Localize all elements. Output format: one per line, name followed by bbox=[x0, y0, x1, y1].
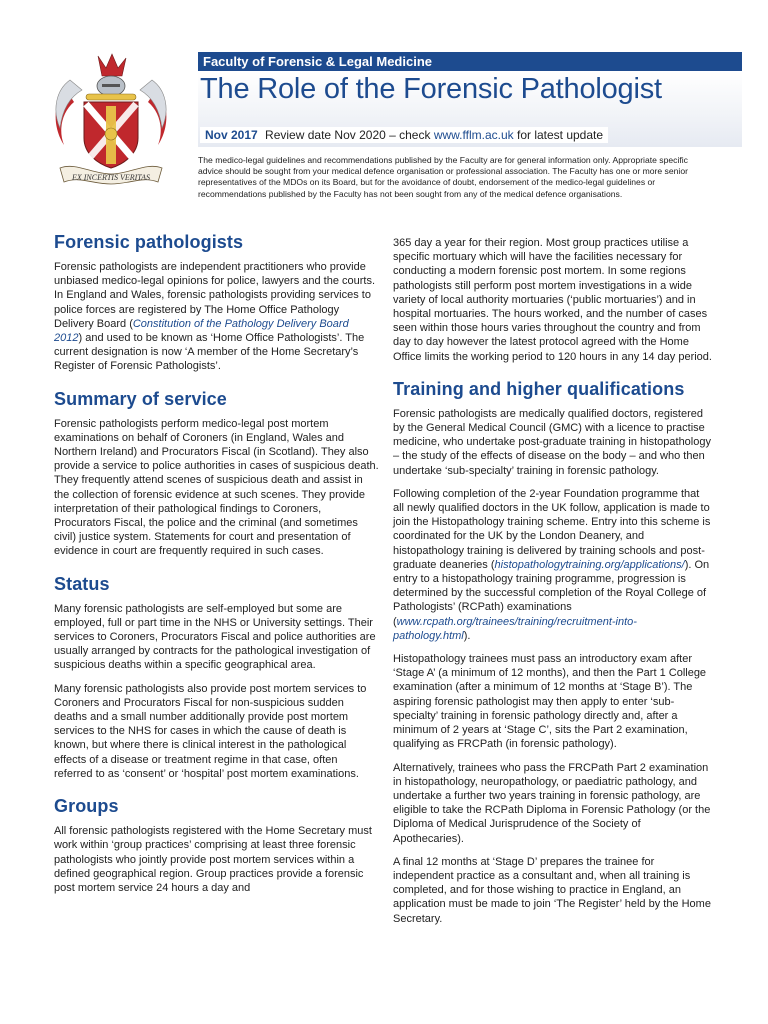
paragraph: Forensic pathologists perform medico-legal post mortem examinations on behalf of Coroners (in England, Wales and Northern Ireland) and Procurators Fiscal (in Scotland). They also provide a service to police authorities in cases of suspicious death. They frequently attend scenes of suspicious death and assist in the collection of forensic evidence at such scenes. They provide interpretation of their pathological findings to Coroners, Procurators Fiscal, the police and the criminal (and sometimes civil) justice system. Statements for court and presentation of evidence in court are frequently required in such cases. bbox=[54, 417, 379, 558]
section-status bbox=[54, 574, 379, 781]
page-title: The Role of the Forensic Pathologist bbox=[200, 73, 662, 105]
title-band bbox=[198, 71, 742, 147]
paragraph bbox=[393, 487, 713, 643]
publication-date: Nov 2017 bbox=[205, 128, 258, 142]
section-training bbox=[393, 379, 713, 926]
review-date-suffix: for latest update bbox=[516, 128, 604, 142]
paragraph: Many forensic pathologists are self-employed but some are employed, full or part time in the NHS or University settings. Their services to Coroners, Procurators Fiscal and police authorities are usually arranged by contracts for the pathological investigation of suspicious deaths within a specific geographical area. bbox=[54, 602, 376, 672]
paragraph: 365 day a year for their region. Most group practices utilise a specific mortuary which will have the facilities necessary for conducting a modern forensic post mortem. In some regions pathologists still perform post mortem investigations in a wide variety of local authority mortuaries (‘public mortuaries’) and in hospital mortuaries. The hours worked, and the number of cases seen within those hours varies throughout the country and from day to day however the latest protocol agreed with the Home Office limits the working period to 120 hours in any 14 day period. bbox=[393, 237, 712, 363]
paragraph: Many forensic pathologists also provide post mortem services to Coroners and Procurators Fiscal for non-suspicious sudden deaths and a small number additionally provide post mortem services to the NHS for cases in which the cause of death is known, but where there is clinical interest in the pathological effects of a disease or treatment regime in that case, often referred to as ‘consent’ or ‘hospital’ post mortem examinations. bbox=[54, 682, 367, 780]
section-forensic-pathologists bbox=[54, 232, 379, 374]
text-span: Forensic pathologists are independent practitioners who provide unbiased medico-legal opinions for police, lawyers and the courts. In England and Wales, forensic pathologists providing services to police forces are registered by The Home Office Pathology Delivery Board ( bbox=[54, 261, 376, 330]
text-span: ). On entry to a histopathology training programme, progression is determined by the successful completion of the Royal College of Pathologists’ (RCPath) examinations ( bbox=[393, 558, 710, 628]
section-heading: Forensic pathologists bbox=[54, 232, 244, 252]
rcpath-recruitment-link[interactable]: www.rcpath.org/trainees/training/recruitment-into-pathology.html bbox=[393, 615, 637, 642]
paragraph: Forensic pathologists are medically qualified doctors, registered by the General Medical Council (GMC) with a licence to practise medicine, who undertake post-graduate training in histopathology – the study of the effects of disease on the body – and who then undertake ‘sub-specialty’ training in forensic pathology. bbox=[393, 407, 711, 477]
paragraph: All forensic pathologists registered with the Home Secretary must work within ‘group practices’ comprising at least three forensic pathologists who jointly provide post mortem services within a defined geographical region. Group practices provide a forensic post mortem service 24 hours a day and bbox=[54, 825, 372, 894]
section-groups bbox=[54, 796, 379, 895]
fflm-website-link[interactable]: www.fflm.ac.uk bbox=[433, 128, 514, 142]
left-column bbox=[54, 232, 379, 910]
text-span: Following completion of the 2-year Foundation programme that all newly qualified doctors in the UK follow, application is made to join the Histopathology training scheme. Entry into this scheme is coordinated for the UK by the London Deanery, and histopathology training is delivered by training schools and post-graduate deaneries ( bbox=[393, 487, 711, 571]
section-heading: Summary of service bbox=[54, 388, 227, 409]
crest-logo bbox=[46, 50, 176, 188]
histopathology-training-link[interactable]: histopathologytraining.org/applications/ bbox=[494, 558, 685, 571]
review-date-line bbox=[200, 127, 608, 143]
paragraph: A final 12 months at ‘Stage D’ prepares the trainee for independent practice as a consultant and, when all training is completed, and for those wishing to practice in England, an application must be made to join ‘The Register’ held by the Home Secretary. bbox=[393, 855, 711, 925]
section-heading: Status bbox=[54, 573, 110, 594]
constitution-link[interactable]: Constitution of the Pathology Delivery Board 2012 bbox=[54, 317, 349, 345]
paragraph: Alternatively, trainees who pass the FRCPath Part 2 examination in histopathology, neuropathology, or paediatric pathology, and undertake a further two years training in forensic pathology, are eligible to take the RCPath Diploma in Forensic Pathology (or the Diploma of Medical Jurisprudence of the Society of Apothecaries). bbox=[393, 761, 711, 845]
disclaimer-text: The medico-legal guidelines and recommendations published by the Faculty are for general information only. Appropriate specific advice should be sought from your medical defence organisation or professional association. The Faculty has one or more senior representatives of the MDOs on its Board, but for the avoidance of doubt, endorsement of the medico-legal guidelines or recommendations published by the Faculty has not been sought from any of the medical defence organisations. bbox=[198, 155, 688, 199]
text-span: ). bbox=[463, 629, 471, 642]
section-groups-continued bbox=[393, 236, 713, 364]
faculty-name-bar: Faculty of Forensic & Legal Medicine bbox=[198, 52, 742, 71]
review-date-text: Review date Nov 2020 – check bbox=[265, 128, 431, 142]
document-header bbox=[198, 52, 742, 200]
motto-text: EX INCERTIS VERITAS bbox=[71, 173, 151, 182]
section-summary-of-service bbox=[54, 389, 379, 559]
paragraph bbox=[54, 260, 379, 374]
paragraph: Histopathology trainees must pass an introductory exam after ‘Stage A’ (a minimum of 12 months), and then the Part 1 College examination (after a minimum of 12 months at ‘Stage B’). The aspiring forensic pathologist may then apply to enter ‘sub-specialty’ training in forensic pathology directly and, after a minimum of 2 years at ‘Stage C’, sits the Part 2 examination, qualifying as FRCPath (in forensic pathology). bbox=[393, 653, 707, 751]
section-heading: Training and higher qualifications bbox=[393, 378, 685, 399]
faculty-crest bbox=[46, 50, 176, 188]
text-span: ) and used to be known as ‘Home Office Pathologists’. The current designation is now ‘A member of the Home Secretary’s Register of Forensic Pathologists’. bbox=[54, 332, 365, 373]
section-heading: Groups bbox=[54, 796, 119, 817]
right-column bbox=[393, 236, 713, 941]
